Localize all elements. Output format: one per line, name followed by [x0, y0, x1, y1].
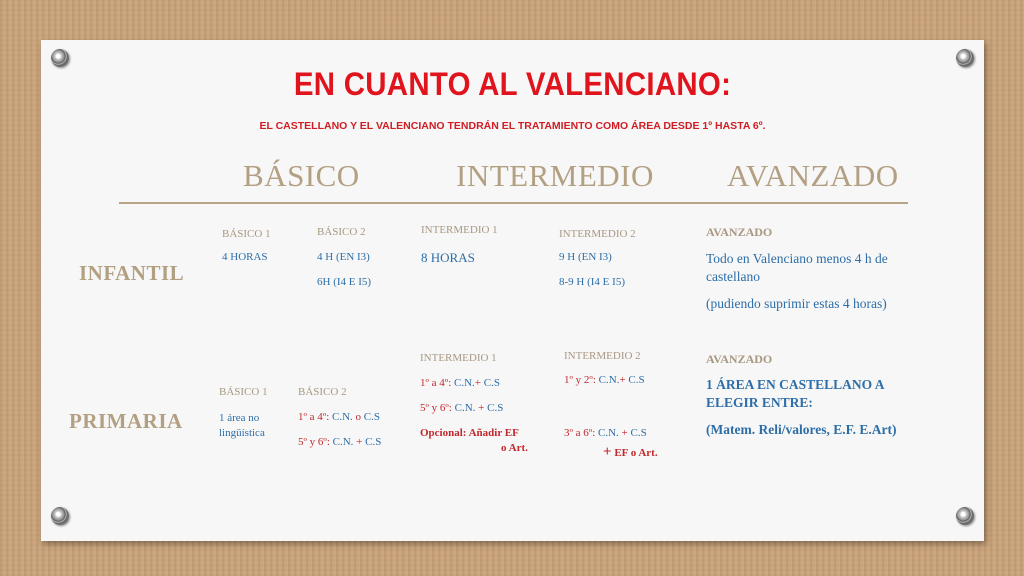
header-divider — [119, 202, 908, 204]
primaria-avanzado-line: 1 ÁREA EN CASTELLANO A — [706, 377, 885, 392]
infantil-avanzado-label: AVANZADO — [706, 225, 773, 239]
infantil-avanzado-line: (pudiendo suprimir estas 4 horas) — [706, 296, 887, 311]
level-heading-intermedio: INTERMEDIO — [456, 158, 654, 193]
primaria-avanzado-label: AVANZADO — [706, 352, 773, 366]
infantil-intermedio2-label: INTERMEDIO 2 — [559, 228, 636, 240]
stage-label-infantil: INFANTIL — [79, 261, 185, 285]
infantil-intermedio1-label: INTERMEDIO 1 — [421, 224, 498, 236]
primaria-intermedio2-extra: + EF o Art. — [603, 444, 658, 460]
primaria-intermedio1-label: INTERMEDIO 1 — [420, 352, 497, 364]
infantil-intermedio2-line: 9 H (EN I3) — [559, 251, 612, 263]
infantil-basico2-line: 4 H (EN I3) — [317, 251, 370, 263]
pushpin-icon — [51, 49, 69, 67]
infantil-avanzado-line: Todo en Valenciano menos 4 h de — [706, 251, 888, 266]
infantil-basico1-label: BÁSICO 1 — [222, 228, 271, 240]
primaria-intermedio1-line: 1º a 4º: C.N.+ C.S — [420, 377, 500, 389]
pushpin-icon — [51, 507, 69, 525]
level-heading-avanzado: AVANZADO — [727, 158, 899, 193]
page-title: EN CUANTO AL VALENCIANO: — [293, 66, 732, 102]
primaria-intermedio1-optional: Opcional: Añadir EF — [420, 427, 519, 439]
primaria-avanzado-line: ELEGIR ENTRE: — [706, 395, 813, 410]
primaria-basico2-line: 1º a 4º: C.N. o C.S — [298, 411, 381, 423]
primaria-basico2-line: 5º y 6º: C.N. + C.S — [298, 436, 382, 448]
primaria-intermedio1-line: 5º y 6º: C.N. + C.S — [420, 402, 504, 414]
level-heading-basico: BÁSICO — [243, 158, 360, 193]
pushpin-icon — [956, 49, 974, 67]
primaria-intermedio2-line: 1º y 2º: C.N.+ C.S — [564, 374, 645, 386]
infantil-intermedio2-line: 8-9 H (I4 E I5) — [559, 276, 625, 288]
primaria-basico2-label: BÁSICO 2 — [298, 386, 347, 398]
primaria-intermedio2-line: 3º a 6º: C.N. + C.S — [564, 427, 647, 439]
infantil-intermedio1-value: 8 HORAS — [421, 250, 475, 265]
infantil-basico2-line: 6H (I4 E I5) — [317, 276, 372, 288]
stage-label-primaria: PRIMARIA — [69, 409, 183, 433]
slide-board — [41, 40, 984, 541]
pushpin-icon — [956, 507, 974, 525]
infantil-basico1-value: 4 HORAS — [222, 251, 268, 263]
infantil-avanzado-line: castellano — [706, 269, 760, 284]
primaria-intermedio2-label: INTERMEDIO 2 — [564, 350, 641, 362]
page-subtitle: EL CASTELLANO Y EL VALENCIANO TENDRÁN EL TRATAMIENTO COMO ÁREA DESDE 1º HASTA 6º. — [259, 120, 766, 132]
infantil-basico2-label: BÁSICO 2 — [317, 226, 366, 238]
primaria-basico1-line: 1 área no — [219, 412, 260, 424]
primaria-intermedio1-optional: o Art. — [501, 442, 528, 454]
primaria-basico1-label: BÁSICO 1 — [219, 386, 268, 398]
primaria-avanzado-line: (Matem. Reli/valores, E.F. E.Art) — [706, 422, 897, 437]
primaria-basico1-line: lingüística — [219, 427, 265, 439]
